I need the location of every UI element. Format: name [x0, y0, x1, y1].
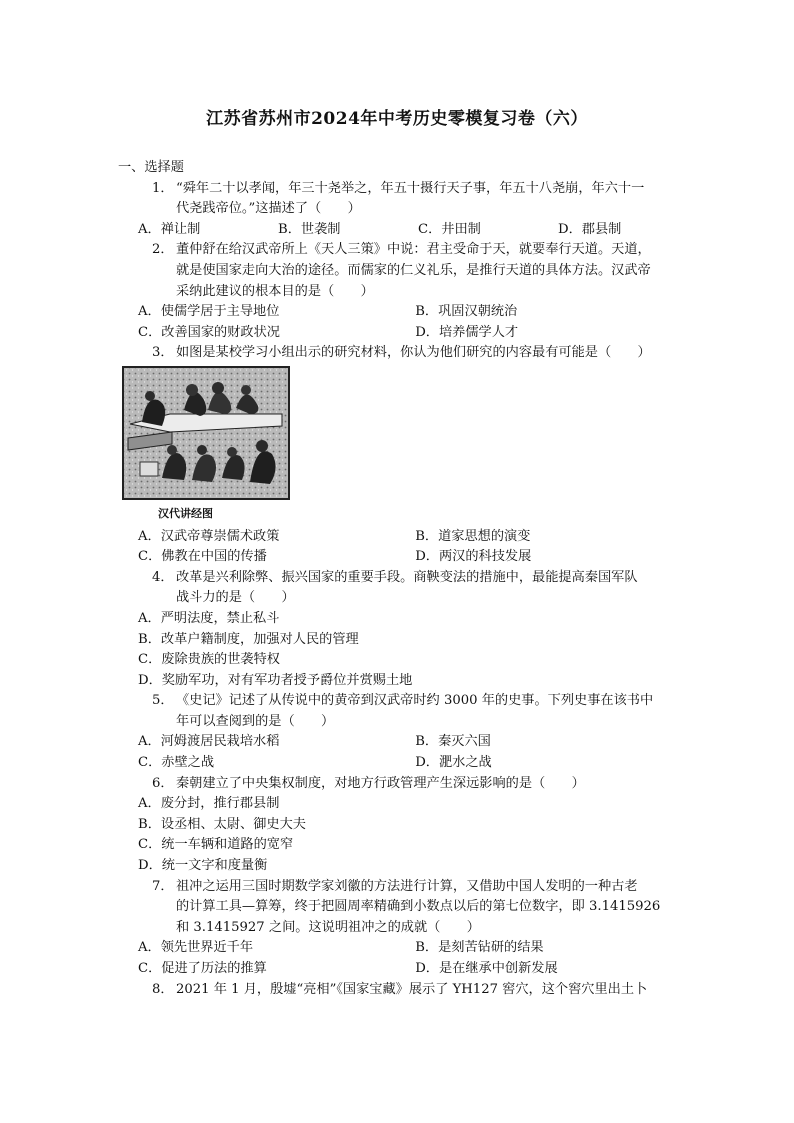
exam-title: 江苏省苏州市2024年中考历史零模复习卷（六） [206, 109, 588, 129]
option-a[interactable]: A．禅让制 [138, 221, 201, 237]
stem-line: 如图是某校学习小组出示的研究材料，你认为他们研究的内容最有可能是（ ） [176, 345, 651, 361]
question-2 [118, 240, 678, 343]
stem-line: 《史记》记述了从传说中的黄帝到汉武帝时约 3000 年的史事。下列史事在该书中 [176, 693, 654, 709]
question-number: 2． [152, 242, 174, 258]
option-row [118, 220, 678, 241]
option-c[interactable]: C．废除贵族的世袭特权 [138, 652, 280, 668]
option-c[interactable]: C．佛教在中国的传播 [138, 549, 267, 565]
question-5 [118, 691, 678, 773]
option-a[interactable]: A．河姆渡居民栽培水稻 [138, 734, 280, 750]
option-row [118, 959, 678, 980]
option-b[interactable]: B．改革户籍制度，加强对人民的管理 [138, 631, 359, 647]
figure-caption: 汉代讲经图 [158, 506, 213, 520]
option-row [118, 938, 678, 959]
option-d[interactable]: D．奖励军功，对有军功者授予爵位并赏赐土地 [138, 672, 413, 688]
option-a[interactable]: A．严明法度，禁止私斗 [138, 610, 280, 626]
stem-line: 2021 年 1 月，殷墟“亮相”《国家宝藏》展示了 YH127 窖穴，这个窖穴里出土卜 [176, 981, 648, 997]
question-stem [118, 691, 678, 732]
option-a[interactable]: A．汉武帝尊崇儒术政策 [138, 528, 280, 544]
question-stem [118, 240, 678, 302]
question-4 [118, 568, 678, 692]
option-d[interactable]: D．培养儒学人才 [415, 324, 519, 340]
stem-line: “舜年二十以孝闻，年三十尧举之，年五十摄行天子事，年五十八尧崩，年六十一 [176, 180, 645, 196]
stem-line: 祖冲之运用三国时期数学家刘徽的方法进行计算，又借助中国人发明的一种古老 [176, 878, 638, 894]
stem-line: 和 3.1415927 之间。这说明祖冲之的成就（ ） [176, 919, 480, 935]
option-b[interactable]: B．巩固汉朝统治 [415, 304, 518, 320]
question-stem [118, 877, 678, 939]
option-b[interactable]: B．是刻苦钻研的结果 [415, 940, 544, 956]
option-c[interactable]: C．促进了历法的推算 [138, 961, 267, 976]
option-c[interactable]: C．井田制 [418, 221, 481, 237]
option-a[interactable]: A．领先世界近千年 [138, 940, 254, 956]
option-a[interactable]: A．废分封，推行郡县制 [138, 796, 280, 812]
question-7 [118, 877, 678, 980]
exam-content [118, 158, 678, 1000]
stem-line: 就是使国家走向大治的途径。而儒家的仁义礼乐，是推行天道的具体方法。汉武帝 [176, 262, 651, 278]
stem-line: 采纳此建议的根本目的是（ ） [176, 283, 374, 299]
option-row [118, 527, 678, 548]
option-d[interactable]: D．是在继承中创新发展 [415, 961, 558, 976]
stem-line: 代尧践帝位。”这描述了（ ） [176, 201, 361, 217]
option-c[interactable]: C．改善国家的财政状况 [138, 324, 280, 340]
question-stem [118, 343, 678, 364]
question-stem [118, 568, 678, 609]
option-b[interactable]: B．设丞相、太尉、御史大夫 [138, 816, 306, 832]
han-lecture-figure [122, 366, 290, 525]
question-number: 8． [152, 981, 174, 997]
question-number: 3． [152, 345, 174, 361]
option-d[interactable]: D．两汉的科技发展 [415, 549, 532, 565]
option-row [118, 732, 678, 753]
question-stem [118, 774, 678, 795]
question-6 [118, 774, 678, 877]
question-1 [118, 179, 678, 241]
question-number: 1． [152, 180, 174, 196]
option-b[interactable]: B．世袭制 [278, 221, 341, 237]
option-a[interactable]: A．使儒学居于主导地位 [138, 304, 280, 320]
stone-rubbing-image [122, 366, 290, 500]
question-number: 5． [152, 693, 174, 709]
stem-line: 改革是兴利除弊、振兴国家的重要手段。商鞅变法的措施中，最能提高秦国军队 [176, 569, 638, 585]
section-heading: 一、选择题 [118, 160, 184, 175]
question-stem [118, 179, 678, 220]
option-b[interactable]: B．秦灭六国 [415, 734, 491, 750]
option-row [118, 547, 678, 568]
stem-line: 的计算工具—算筹，终于把圆周率精确到小数点以后的第七位数字，即 3.1415926 [176, 899, 661, 915]
question-number: 6． [152, 775, 174, 791]
question-3 [118, 343, 678, 567]
option-d[interactable]: D．淝水之战 [415, 755, 492, 771]
option-c[interactable]: C．赤壁之战 [138, 755, 215, 771]
option-row [118, 302, 678, 323]
stem-line: 年可以查阅到的是（ ） [176, 713, 335, 729]
question-number: 4． [152, 569, 174, 585]
option-c[interactable]: C．统一车辆和道路的宽窄 [138, 837, 294, 853]
option-d[interactable]: D．统一文字和度量衡 [138, 858, 268, 874]
stem-line: 战斗力的是（ ） [176, 590, 295, 606]
option-row [118, 753, 678, 774]
question-stem [118, 980, 678, 1001]
stem-line: 董仲舒在给汉武帝所上《天人三策》中说：君主受命于天，就要奉行天道。天道， [176, 242, 651, 258]
option-d[interactable]: D．郡县制 [558, 221, 622, 237]
option-b[interactable]: B．道家思想的演变 [415, 528, 531, 544]
option-row [118, 323, 678, 344]
question-8 [118, 980, 678, 1001]
stem-line: 秦朝建立了中央集权制度，对地方行政管理产生深远影响的是（ ） [176, 775, 585, 791]
question-number: 7． [152, 878, 174, 894]
